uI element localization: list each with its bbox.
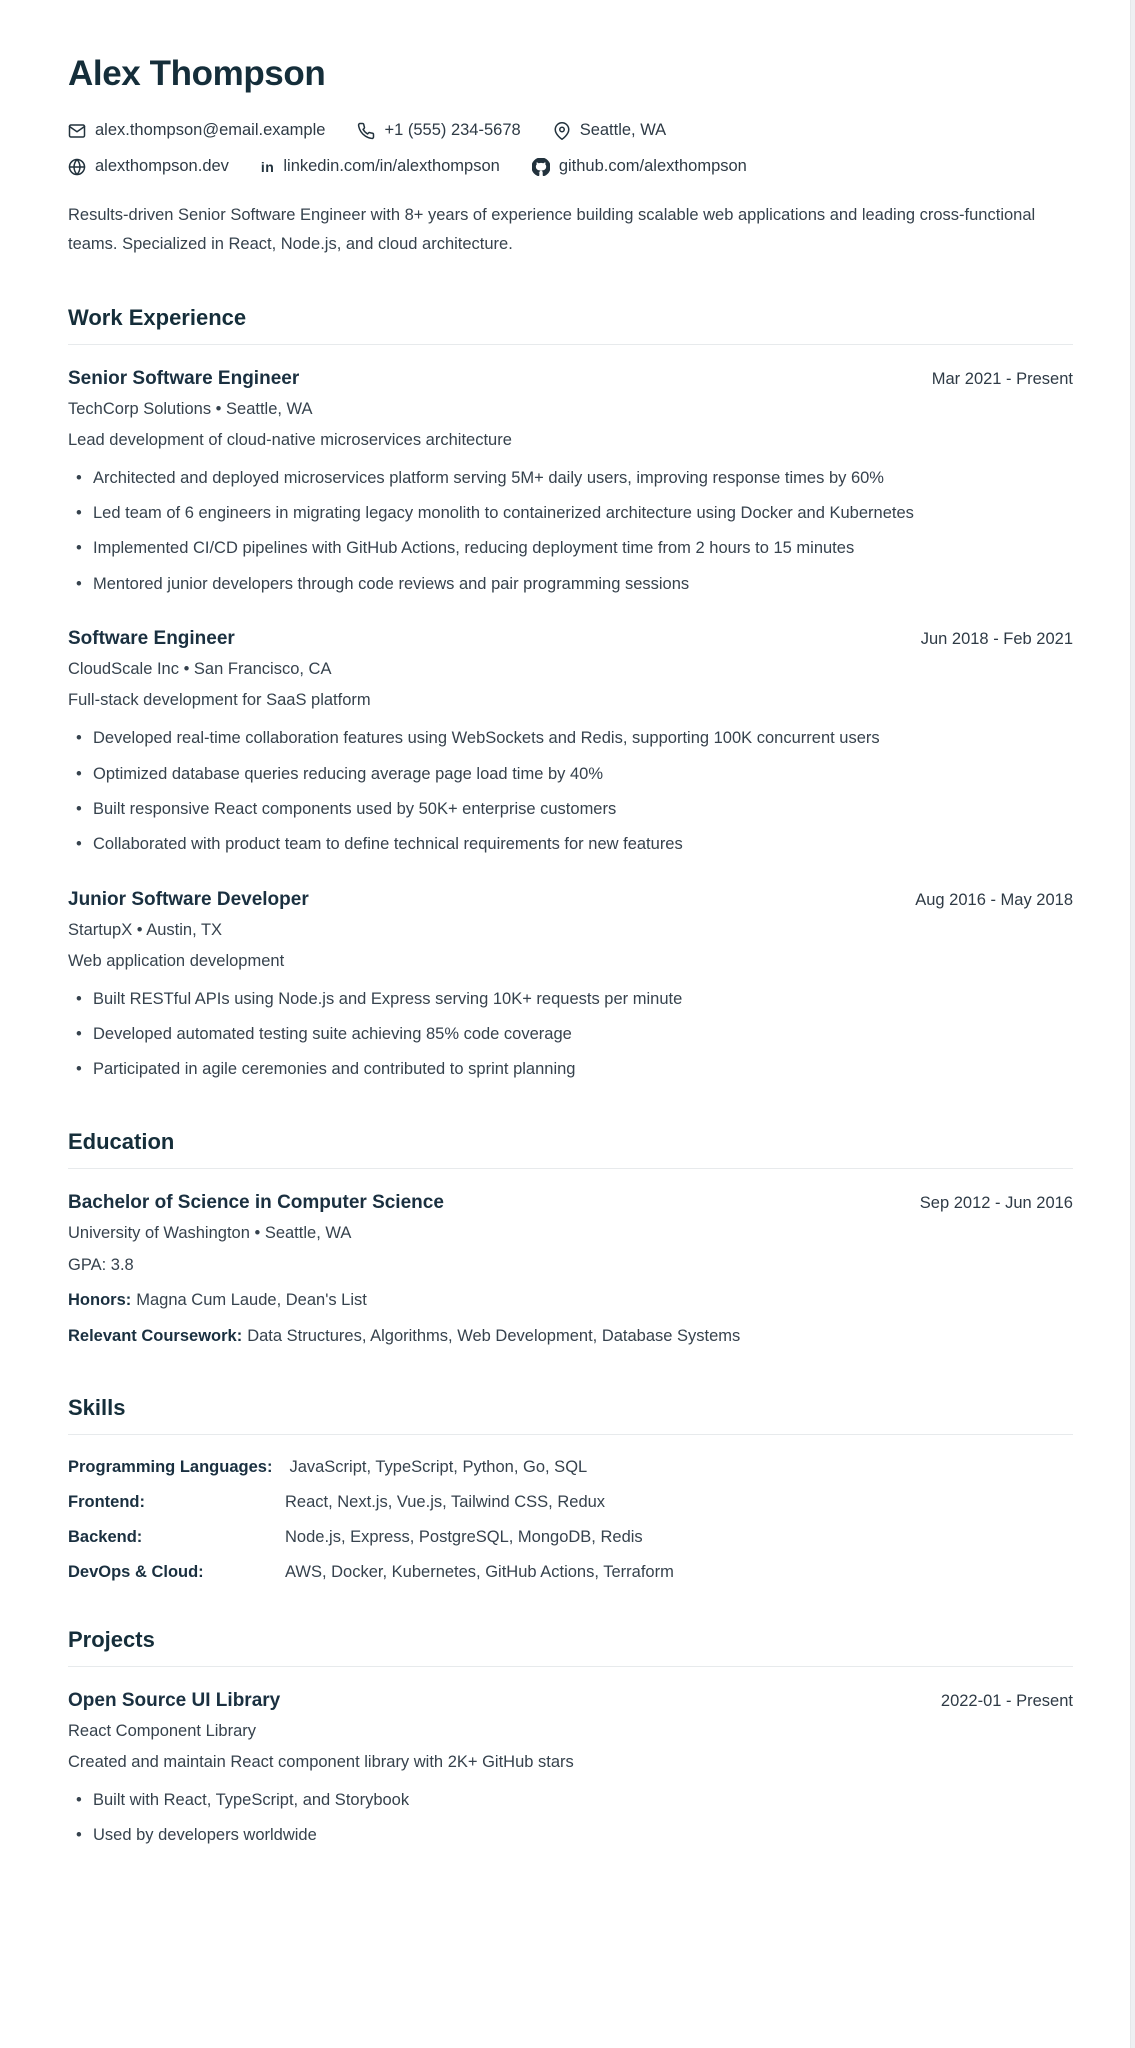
skill-category-value: React, Next.js, Vue.js, Tailwind CSS, Redux <box>285 1492 606 1511</box>
work-entry-head <box>68 628 1073 650</box>
coursework-value: Data Structures, Algorithms, Web Development, Database Systems <box>247 1326 741 1345</box>
coursework-label: Relevant Coursework: <box>68 1326 243 1345</box>
skill-row <box>68 1458 1073 1477</box>
contact-location <box>553 121 667 140</box>
skill-category-value: AWS, Docker, Kubernetes, GitHub Actions, Terraform <box>285 1562 674 1581</box>
contact-github-text: github.com/alexthompson <box>558 157 747 175</box>
bullet-item: • Used by developers worldwide <box>76 1821 1073 1849</box>
skill-category-label: Programming Languages: <box>68 1457 273 1476</box>
job-company: TechCorp Solutions • Seattle, WA <box>68 399 313 418</box>
gpa-line: GPA: 3.8 <box>68 1255 134 1274</box>
education-entry <box>68 1192 1073 1350</box>
job-date: Jun 2018 - Feb 2021 <box>920 630 1073 649</box>
bullet-item: • Developed automated testing suite achieving 85% code coverage <box>76 1020 1073 1048</box>
job-title: Junior Software Developer <box>68 888 309 910</box>
scrollbar[interactable] <box>1130 0 1135 2048</box>
honors-value: Magna Cum Laude, Dean's List <box>136 1291 367 1310</box>
contact-email-text: alex.thompson@email.example <box>95 121 326 139</box>
bullet-item: • Collaborated with product team to define technical requirements for new features <box>76 830 1073 858</box>
work-entry-head <box>68 889 1073 911</box>
contact-row-1 <box>68 121 1073 140</box>
bullet-item: • Architected and deployed microservices platform serving 5M+ daily users, improving response times by 60% <box>76 464 1073 492</box>
project-bullet-list <box>68 1786 1073 1850</box>
work-entry-head <box>68 368 1073 390</box>
work-entry <box>68 889 1073 1084</box>
section-divider <box>68 1666 1073 1667</box>
skill-category-label: Frontend: <box>68 1492 145 1511</box>
school-name: University of Washington • Seattle, WA <box>68 1223 352 1242</box>
section-education <box>68 1129 1073 1350</box>
contact-phone-text: +1 (555) 234-5678 <box>384 121 521 139</box>
job-bullet-list <box>68 464 1073 599</box>
bullet-item: • Built responsive React components used by 50K+ enterprise customers <box>76 795 1073 823</box>
contact-linkedin <box>261 157 500 176</box>
education-heading: Education <box>68 1128 175 1154</box>
bullet-item: • Mentored junior developers through code reviews and pair programming sessions <box>76 570 1073 598</box>
job-bullet-list <box>68 985 1073 1084</box>
job-description: Web application development <box>68 951 285 970</box>
job-title: Senior Software Engineer <box>68 367 300 389</box>
bullet-item: • Implemented CI/CD pipelines with GitHub Actions, reducing deployment time from 2 hours to 15 minutes <box>76 534 1073 562</box>
section-projects <box>68 1627 1073 1850</box>
skill-category-label: Backend: <box>68 1527 143 1546</box>
project-subtitle: React Component Library <box>68 1721 257 1740</box>
work-entry <box>68 628 1073 859</box>
contact-linkedin-text: linkedin.com/in/alexthompson <box>283 157 500 175</box>
skills-heading: Skills <box>68 1394 126 1420</box>
bullet-item: • Optimized database queries reducing average page load time by 40% <box>76 760 1073 788</box>
contact-website <box>68 157 229 176</box>
phone-icon <box>357 122 375 140</box>
linkedin-icon: in <box>260 158 275 175</box>
section-divider <box>68 344 1073 345</box>
contact-row-2 <box>68 157 1073 176</box>
coursework-line <box>68 1324 1073 1350</box>
job-company: StartupX • Austin, TX <box>68 920 223 939</box>
section-skills <box>68 1395 1073 1582</box>
job-bullet-list <box>68 724 1073 859</box>
section-divider <box>68 1434 1073 1435</box>
project-title: Open Source UI Library <box>68 1689 281 1711</box>
summary-text: Results-driven Senior Software Engineer with 8+ years of experience building scalable web applications and leading cross-functional teams. Specialized in React, Node.js, and cloud architecture. <box>68 206 1036 254</box>
skill-category-value: JavaScript, TypeScript, Python, Go, SQL <box>289 1457 588 1476</box>
projects-heading: Projects <box>68 1626 155 1652</box>
education-entry-head <box>68 1192 1073 1214</box>
degree-title: Bachelor of Science in Computer Science <box>68 1191 444 1213</box>
skill-category-label: DevOps & Cloud: <box>68 1562 204 1581</box>
work-entry <box>68 368 1073 599</box>
section-divider <box>68 1168 1073 1169</box>
job-description: Lead development of cloud-native microservices architecture <box>68 430 512 449</box>
resume-name: Alex Thompson <box>68 54 326 93</box>
skill-row <box>68 1493 1073 1512</box>
globe-icon <box>68 158 86 176</box>
github-icon <box>532 158 550 176</box>
education-date: Sep 2012 - Jun 2016 <box>919 1193 1073 1212</box>
bullet-item: • Developed real-time collaboration features using WebSockets and Redis, supporting 100K concurrent users <box>76 724 1073 752</box>
contact-website-text: alexthompson.dev <box>95 157 229 175</box>
contact-github <box>532 157 747 176</box>
job-title: Software Engineer <box>68 628 235 650</box>
mail-icon <box>68 122 86 140</box>
section-work-experience <box>68 305 1073 1084</box>
bullet-item: • Built RESTful APIs using Node.js and Express serving 10K+ requests per minute <box>76 985 1073 1013</box>
honors-line <box>68 1288 1073 1314</box>
bullet-item: • Built with React, TypeScript, and Storybook <box>76 1786 1073 1814</box>
job-date: Aug 2016 - May 2018 <box>915 890 1073 909</box>
skill-category-value: Node.js, Express, PostgreSQL, MongoDB, Redis <box>285 1527 643 1546</box>
honors-label: Honors: <box>68 1291 132 1310</box>
bullet-item: • Participated in agile ceremonies and contributed to sprint planning <box>76 1055 1073 1083</box>
contact-email <box>68 121 325 140</box>
skill-row <box>68 1563 1073 1582</box>
bullet-item: • Led team of 6 engineers in migrating legacy monolith to containerized architecture using Docker and Kubernetes <box>76 499 1073 527</box>
map-pin-icon <box>553 122 571 140</box>
job-description: Full-stack development for SaaS platform <box>68 691 371 710</box>
job-date: Mar 2021 - Present <box>931 369 1073 388</box>
contact-phone <box>357 121 520 140</box>
project-entry-head <box>68 1690 1073 1712</box>
project-date: 2022-01 - Present <box>940 1691 1073 1710</box>
contact-location-text: Seattle, WA <box>579 121 667 139</box>
work-experience-heading: Work Experience <box>68 304 247 330</box>
project-description: Created and maintain React component library with 2K+ GitHub stars <box>68 1752 574 1771</box>
skill-row <box>68 1528 1073 1547</box>
job-company: CloudScale Inc • San Francisco, CA <box>68 660 332 679</box>
project-entry <box>68 1690 1073 1850</box>
